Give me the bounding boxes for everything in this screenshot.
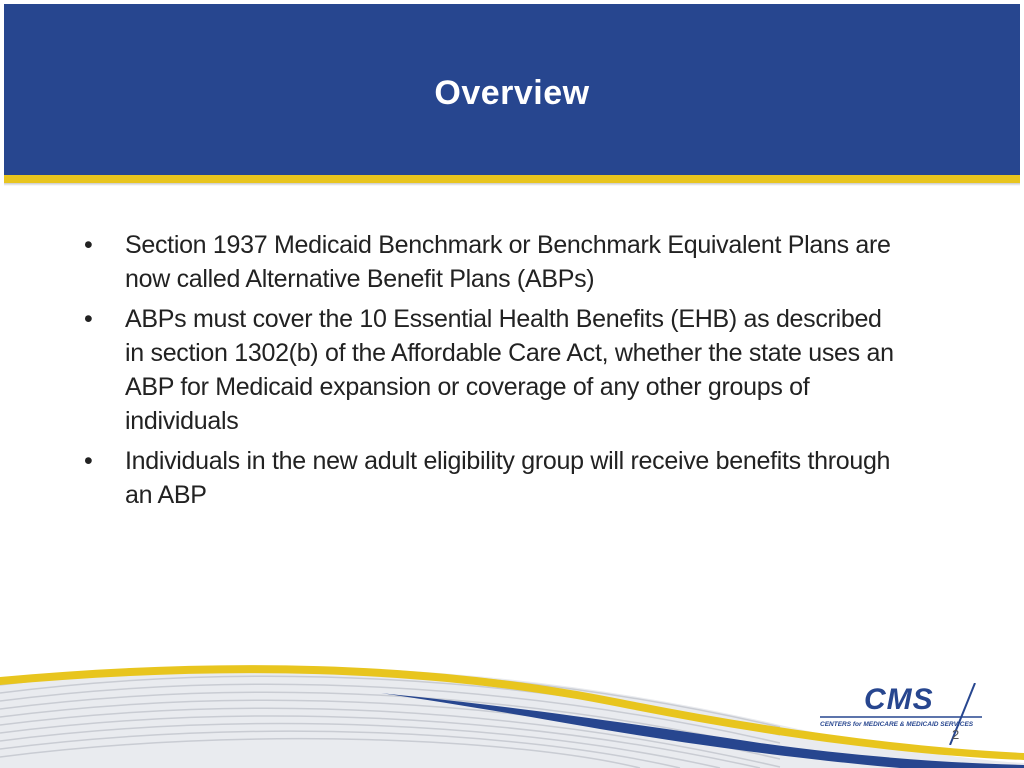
bullet-item [84, 302, 904, 438]
bullet-item [84, 228, 904, 296]
bullet-text: ABPs must cover the 10 Essential Health Benefits (EHB) as described in section 1302(b) of the Affordable Care Act, whether the state uses an ABP for Medicaid expansion or coverage of any other groups of individuals [125, 305, 894, 435]
bullet-dot-icon: • [84, 447, 93, 475]
cms-logo-text: CMS [864, 683, 934, 716]
bullet-dot-icon: • [84, 231, 93, 259]
header-gold-stripe [4, 175, 1020, 183]
cms-logo-tagline: CENTERS for MEDICARE & MEDICAID SERVICES [820, 721, 974, 728]
bullet-text: Section 1937 Medicaid Benchmark or Benchmark Equivalent Plans are now called Alternative Benefit Plans (ABPs) [125, 231, 891, 293]
bullet-item [84, 444, 904, 512]
bullet-text: Individuals in the new adult eligibility group will receive benefits through an ABP [125, 447, 891, 509]
page-number: 2 [952, 727, 960, 742]
bullet-list [84, 228, 904, 518]
cms-logo [820, 683, 988, 745]
bullet-dot-icon: • [84, 305, 93, 333]
header-shadow [4, 183, 1020, 186]
slide-title: Overview [434, 74, 590, 112]
